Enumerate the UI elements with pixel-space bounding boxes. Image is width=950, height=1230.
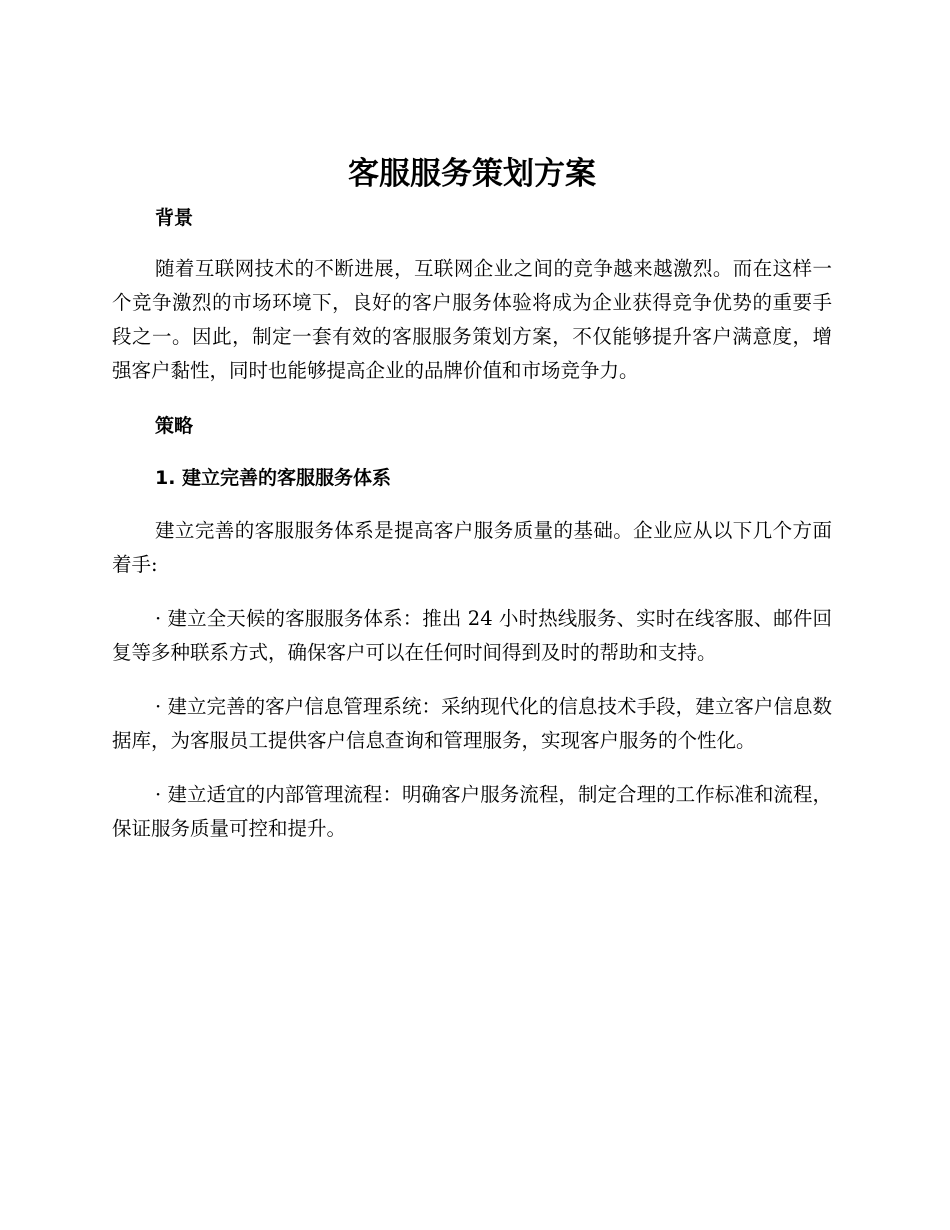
bullet-item-round-the-clock: · 建立全天候的客服服务体系：推出 24 小时热线服务、实时在线客服、邮件回复等多种联系方式，确保客户可以在任何时间得到及时的帮助和支持。: [112, 607, 832, 664]
strategy-heading: 策略: [155, 415, 194, 437]
background-heading: 背景: [155, 207, 194, 229]
subsection-intro-paragraph: 建立完善的客服服务体系是提高客户服务质量的基础。企业应从以下几个方面着手:: [112, 519, 832, 576]
document-title: 客服服务策划方案: [348, 156, 596, 192]
document-page: [112, 148, 832, 846]
background-paragraph: 随着互联网技术的不断进展，互联网企业之间的竞争越来越激烈。而在这样一个竞争激烈的市场环境下，良好的客户服务体验将成为企业获得竞争优势的重要手段之一。因此，制定一套有效的客服服务策划方案，不仅能够提升客户满意度，增强客户黏性，同时也能够提高企业的品牌价值和市场竞争力。: [112, 257, 832, 382]
bullet-item-internal-process: · 建立适宜的内部管理流程：明确客户服务流程，制定合理的工作标准和流程，保证服务质量可控和提升。: [112, 783, 832, 840]
subsection-heading-1: 1. 建立完善的客服服务体系: [155, 467, 392, 489]
bullet-item-customer-info-system: · 建立完善的客户信息管理系统：采纳现代化的信息技术手段，建立客户信息数据库，为客服员工提供客户信息查询和管理服务，实现客户服务的个性化。: [112, 695, 832, 752]
